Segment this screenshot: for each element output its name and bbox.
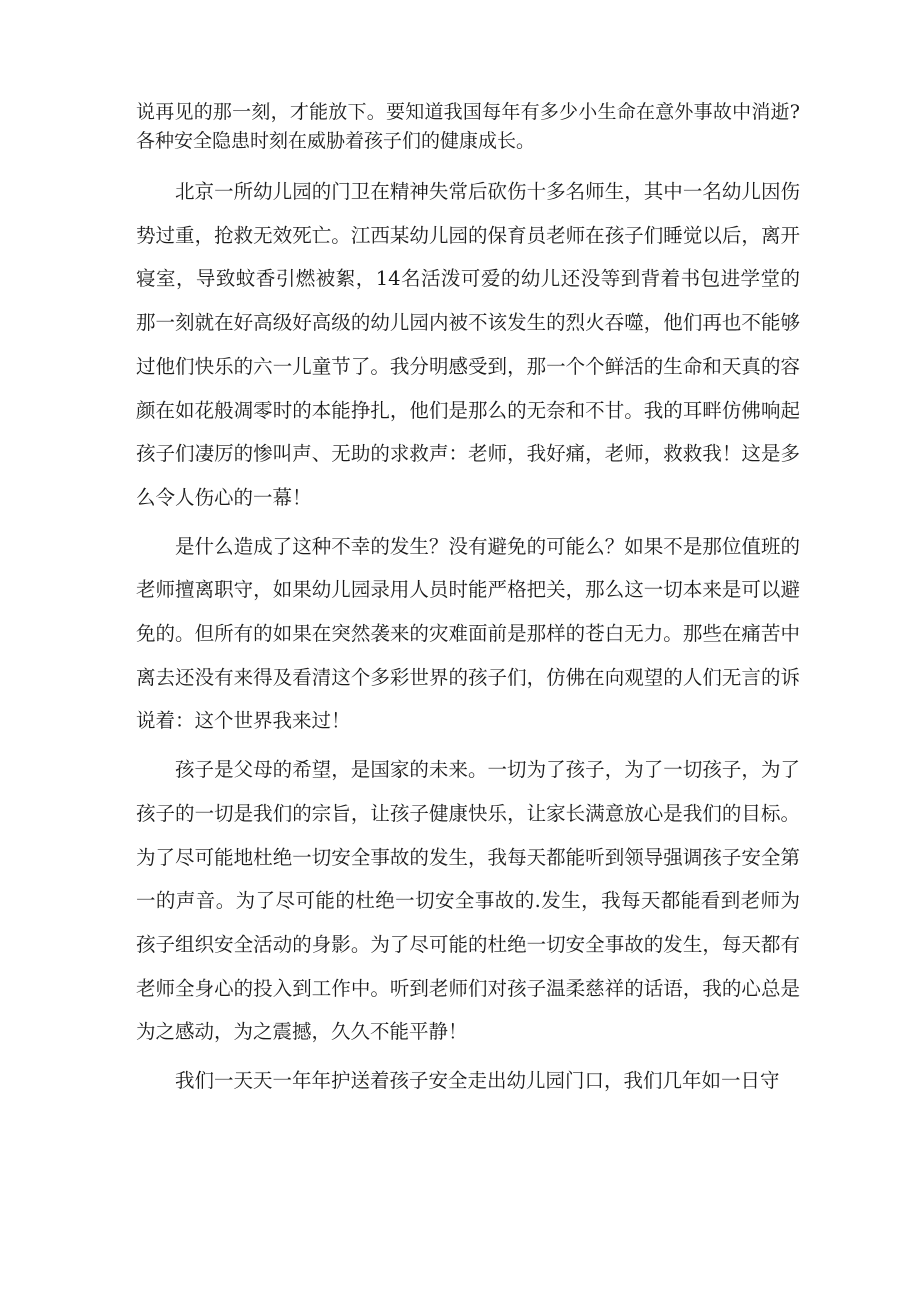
document-page bbox=[136, 98, 800, 1108]
paragraph-beijing-incident: 北京一所幼儿园的门卫在精神失常后砍伤十多名师生，其中一名幼儿因伤势过重，抢救无效死亡。江西某幼儿园的保育员老师在孩子们睡觉以后，离开寝室，导致蚊香引燃被絮，14名活泼可爱的幼儿还没等到背着书包进学堂的那一刻就在好高级好高级的幼儿园内被不该发生的烈火吞噬，他们再也不能够过他们快乐的六一儿童节了。我分明感受到，那一个个鲜活的生命和天真的容颜在如花般凋零时的本能挣扎，他们是那么的无奈和不甘。我的耳畔仿佛响起孩子们凄厉的惨叫声、无助的求救声：老师，我好痛，老师，救救我！这是多么令人伤心的一幕！ bbox=[136, 180, 800, 509]
paragraph-daily-escort: 我们一天天一年年护送着孩子安全走出幼儿园门口，我们几年如一日守 bbox=[175, 1069, 780, 1093]
paragraph-cause: 是什么造成了这种不幸的发生？没有避免的可能么？如果不是那位值班的老师擅离职守，如果幼儿园录用人员时能严格把关，那么这一切本来是可以避免的。但所有的如果在突然袭来的灾难面前是那样的苍白无力。那些在痛苦中离去还没有来得及看清这个多彩世界的孩子们，仿佛在向观望的人们无言的诉说着：这个世界我来过！ bbox=[136, 534, 800, 733]
paragraph-continued: 说再见的那一刻，才能放下。要知道我国每年有多少小生命在意外事故中消逝?各种安全隐患时刻在威胁着孩子们的健康成长。 bbox=[136, 101, 800, 152]
paragraph-children-hope: 孩子是父母的希望，是国家的未来。一切为了孩子，为了一切孩子，为了孩子的一切是我们的宗旨，让孩子健康快乐，让家长满意放心是我们的目标。为了尽可能地杜绝一切安全事故的发生，我每天都能听到领导强调孩子安全第一的声音。为了尽可能的杜绝一切安全事故的.发生，我每天都能看到老师为孩子组织安全活动的身影。为了尽可能的杜绝一切安全事故的发生，每天都有老师全身心的投入到工作中。听到老师们对孩子温柔慈祥的话语，我的心总是为之感动，为之震撼，久久不能平静！ bbox=[136, 758, 800, 1044]
